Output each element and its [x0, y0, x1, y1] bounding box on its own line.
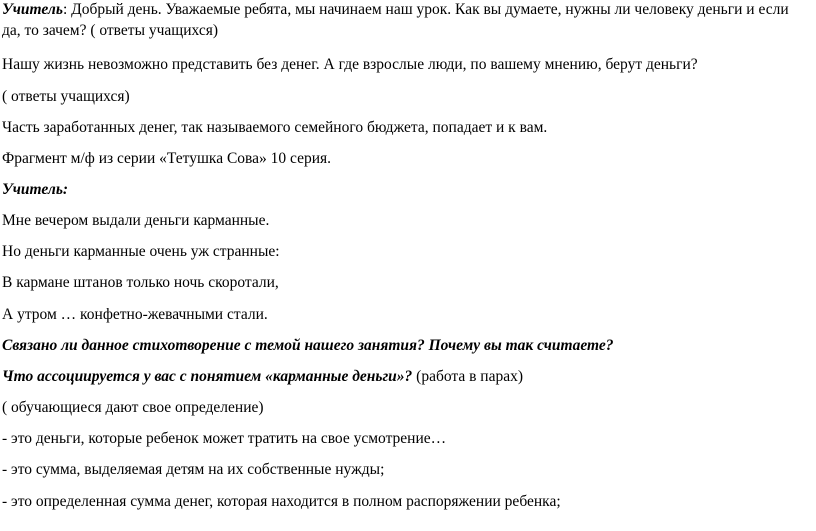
- poem-line: Но деньги карманные очень уж странные:: [2, 243, 280, 260]
- paragraph-cartoon: Фрагмент м/ф из серии «Тетушка Сова» 10 серия.: [2, 150, 332, 167]
- poem-line: А утром … конфетно-жевачными стали.: [2, 306, 268, 323]
- poem-line: В кармане штанов только ночь скоротали,: [2, 274, 279, 291]
- definition-item: - это определенная сумма денег, которая находится в полном распоряжении ребенка;: [2, 493, 561, 510]
- paragraph-budget: Часть заработанных денег, так называемого семейного бюджета, попадает и к вам.: [2, 119, 548, 136]
- poem-line: Мне вечером выдали деньги карманные.: [2, 212, 270, 229]
- intro-text-1: Добрый день. Уважаемые ребята, мы начинаем наш урок. Как вы думаете, нужны ли человеку деньги и если: [67, 1, 789, 18]
- teacher-label: Учитель:: [2, 181, 69, 198]
- intro-line-2: да, то зачем? ( ответы учащихся): [2, 22, 218, 39]
- definition-item: - это деньги, которые ребенок может тратить на свое усмотрение…: [2, 430, 447, 447]
- paragraph-money: Нашу жизнь невозможно представить без денег. А где взрослые люди, по вашему мнению, берут деньги?: [2, 56, 698, 73]
- definition-item: - это сумма, выделяемая детям на их собственные нужды;: [2, 461, 385, 478]
- intro-line-1: [2, 0, 789, 20]
- speaker-separator: :: [62, 1, 68, 18]
- question-2: [2, 367, 523, 387]
- speaker-label: Учитель: [2, 1, 63, 18]
- paragraph-definition-note: ( обучающиеся дают свое определение): [2, 399, 264, 416]
- question-2-bold: Что ассоциируется у вас с понятием «карманные деньги»?: [2, 368, 413, 385]
- question-2-note: (работа в парах): [412, 368, 524, 385]
- question-1: Связано ли данное стихотворение с темой нашего занятия? Почему вы так считаете?: [2, 337, 614, 354]
- paragraph-answers: ( ответы учащихся): [2, 88, 130, 105]
